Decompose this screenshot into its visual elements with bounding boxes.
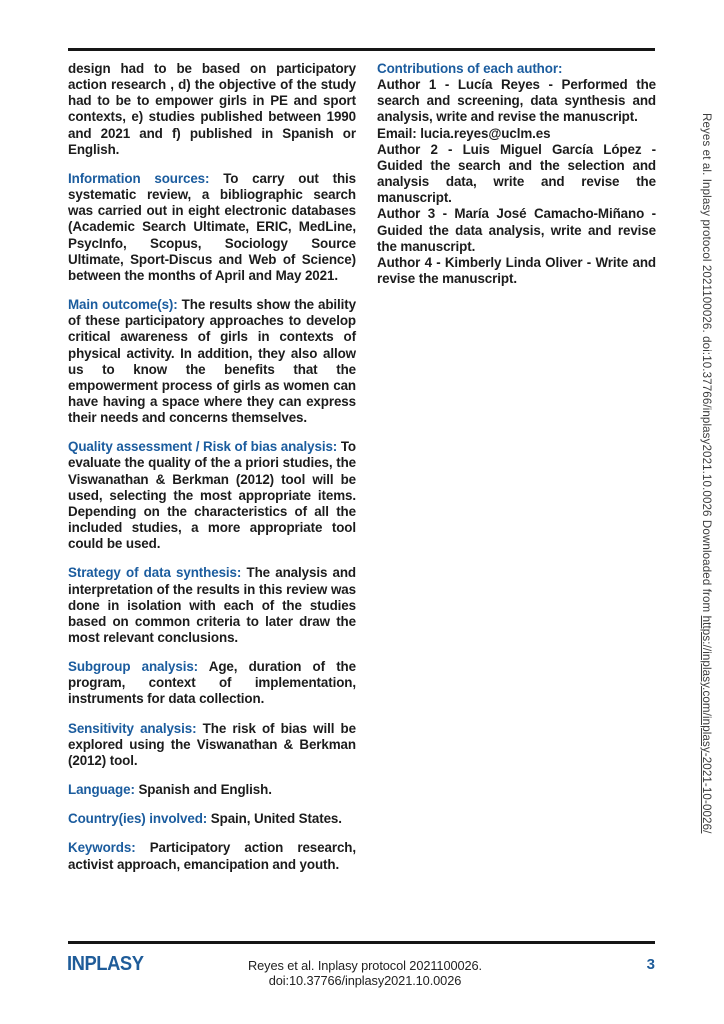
section-countries-involved xyxy=(68,811,356,827)
author-4-paragraph: Author 4 - Kimberly Linda Oliver - Write and revise the manuscript. xyxy=(377,254,656,287)
author-1-paragraph: Author 1 - Lucía Reyes - Performed the search and screening, data synthesis and analysis, write and revise the manuscript. xyxy=(377,77,656,125)
section-heading: Information sources: xyxy=(68,170,210,186)
section-body: The results show the ability of these participatory approaches to develop critical awareness of girls in contexts of physical activity. In addition, they also allow us to know the benefits that the empowerment process of girls as women can have having a space where they can express their needs and concerns themselves. xyxy=(68,297,356,426)
section-heading: Keywords: xyxy=(68,840,136,856)
section-body: To evaluate the quality of the a priori studies, the Viswanathan & Berkman (2012) tool will be used, selecting the most appropriate items. Depending on the characteristics of all the included studies, a more appropriate tool could be used. xyxy=(68,439,356,552)
bottom-divider xyxy=(68,941,655,944)
sidebar-citation xyxy=(699,113,713,833)
section-heading: Strategy of data synthesis: xyxy=(68,565,242,581)
section-heading: Sensitivity analysis: xyxy=(68,720,197,736)
section-language xyxy=(68,782,356,798)
contributions-heading: Contributions of each author: xyxy=(377,61,563,76)
section-body: The analysis and interpretation of the results in this review was done in isolation with each of the studies based on common criteria to later draw the most relevant conclusions. xyxy=(68,565,357,645)
section-body: To carry out this systematic review, a bibliographic search was carried out in eight electronic databases (Academic Search Ultimate, ERIC, MedLine, PsycInfo, Scopus, Sociology Source Ultimate, Sport-Discus and Web of Science) between the months of April and May 2021. xyxy=(68,170,356,283)
inplasy-logo: INPLASY xyxy=(67,953,144,975)
section-main-outcomes xyxy=(68,297,356,426)
section-sensitivity-analysis xyxy=(68,721,356,769)
section-subgroup-analysis xyxy=(68,659,356,707)
left-column xyxy=(68,61,356,873)
section-body: Spanish and English. xyxy=(138,782,272,798)
section-information-sources xyxy=(68,171,356,284)
author-2-paragraph: Author 2 - Luis Miguel García López - Guided the search and the selection and analysis data, write and revise the manuscript. xyxy=(377,141,656,206)
section-body: The risk of bias will be explored using the Viswanathan & Berkman (2012) tool. xyxy=(68,720,356,768)
page-content xyxy=(68,61,656,873)
section-strategy-data-synthesis xyxy=(68,565,356,646)
section-heading: Language: xyxy=(68,782,135,798)
section-body: Spain, United States. xyxy=(210,811,342,827)
author-3-paragraph: Author 3 - María José Camacho-Miñano - Guided the data analysis, write and revise the manuscript. xyxy=(377,206,656,254)
top-divider xyxy=(68,48,655,51)
paragraph-eligibility-criteria-continued xyxy=(68,61,356,158)
section-body: design had to be based on participatory action research , d) the objective of the study had to be to empower girls in PE and sport contexts, e) studies published between 1990 and 2021 and f) published in Spanish or English. xyxy=(68,61,356,157)
section-body: Age, duration of the program, context of implementation, instruments for data collection. xyxy=(68,659,356,707)
section-heading: Main outcome(s): xyxy=(68,297,178,313)
page-number: 3 xyxy=(646,956,655,973)
right-column xyxy=(377,61,656,873)
section-body: Participatory action research, activist approach, emancipation and youth. xyxy=(68,840,357,872)
sidebar-citation-link[interactable]: https://inplasy.com/inplasy-2021-10-0026/ xyxy=(700,615,713,834)
section-heading: Country(ies) involved: xyxy=(68,811,208,827)
footer-citation: Reyes et al. Inplasy protocol 2021100026. doi:10.37766/inplasy2021.10.0026 xyxy=(248,958,482,988)
author-1-email: Email: lucia.reyes@uclm.es xyxy=(377,125,551,141)
section-keywords xyxy=(68,840,356,872)
section-quality-assessment xyxy=(68,439,356,552)
section-heading: Quality assessment / Risk of bias analysis: xyxy=(68,439,338,455)
section-heading: Subgroup analysis: xyxy=(68,659,199,675)
sidebar-citation-text: Reyes et al. Inplasy protocol 2021100026. doi:10.37766/inplasy2021.10.0026 Downloaded from xyxy=(700,113,713,616)
